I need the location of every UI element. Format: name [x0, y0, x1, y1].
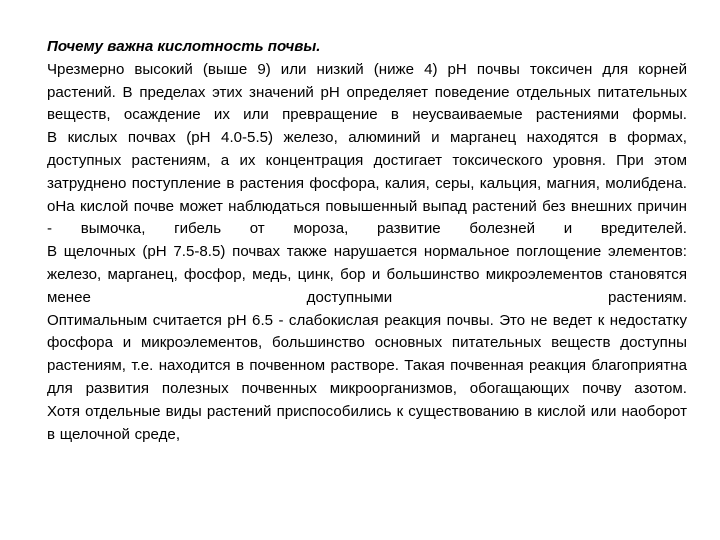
document-title: Почему важна кислотность почвы.: [47, 38, 321, 55]
document-body: [47, 36, 687, 446]
paragraph-optimal-ph: Оптимальным считается pH 6.5 - слабокислая реакция почвы. Это не ведет к недостатку фосфора и микроэлементов, большинство основных питательных веществ доступны растениям, т.е. находится в почвенном растворе. Такая почвенная реакция благоприятна для развития полезных почвенных микроорганизмов, обогащающих почву азотом.: [47, 311, 687, 397]
paragraph-acidic-soils: В кислых почвах (pH 4.0-5.5) железо, алюминий и марганец находятся в формах, доступных растениям, а их концентрация достигает токсического уровня. При этом затруднено поступление в растения фосфора, калия, серы, кальция, магния, молибдена. oНа кислой почве может наблюдаться повышенный выпад растений без внешних причин - вымочка, гибель от мороза, развитие болезней и вредителей.: [47, 129, 687, 238]
paragraph-toxicity: Чрезмерно высокий (выше 9) или низкий (ниже 4) pH почвы токсичен для корней растений. В пределах этих значений pH определяет поведение отдельных питательных веществ, осаждение их или превращение в неусваиваемые растениями формы.: [47, 60, 687, 124]
paragraph-alkaline-soils: В щелочных (pH 7.5-8.5) почвах также нарушается нормальное поглощение элементов: железо, марганец, фосфор, медь, цинк, бор и большинство микроэлементов становятся менее доступными растениям.: [47, 243, 687, 306]
paragraph-adaptation: Хотя отдельные виды растений приспособились к существованию в кислой или наоборот в щелочной среде,: [47, 402, 687, 443]
